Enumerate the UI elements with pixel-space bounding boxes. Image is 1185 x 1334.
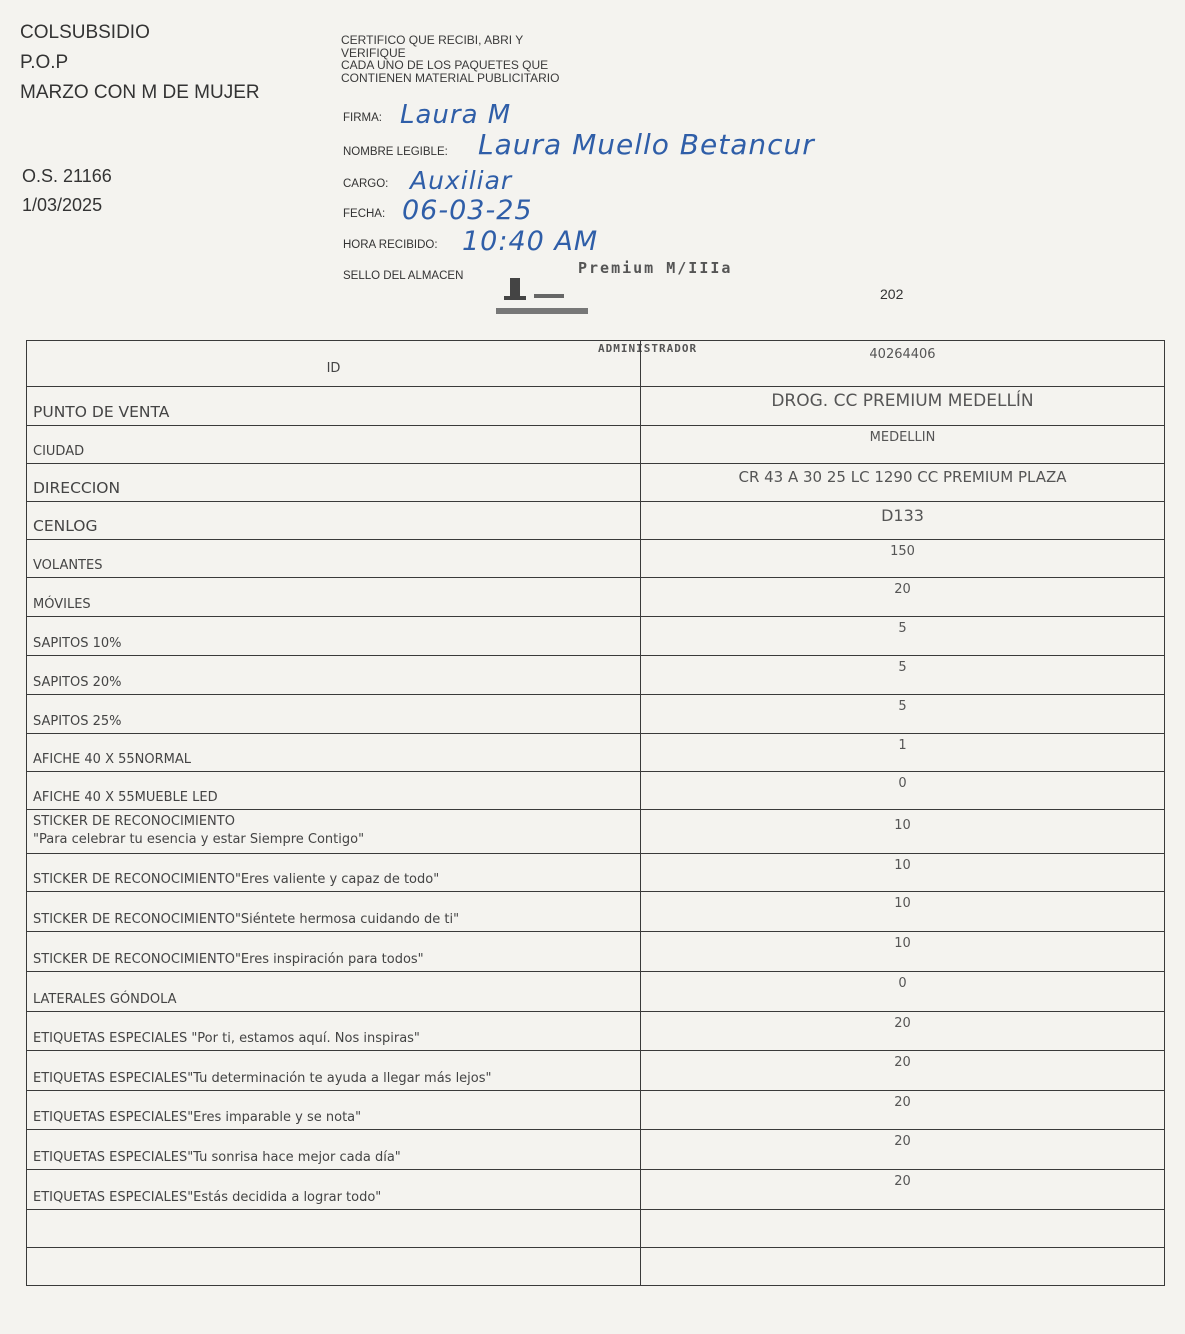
fecha-label: FECHA: bbox=[343, 208, 386, 220]
row-value: 0 bbox=[641, 772, 1165, 810]
table-row bbox=[27, 617, 1165, 656]
row-value: 150 bbox=[641, 540, 1165, 578]
cargo-label: CARGO: bbox=[343, 178, 389, 190]
table-row bbox=[27, 578, 1165, 617]
table-row-empty bbox=[27, 1248, 1165, 1286]
table-row bbox=[27, 656, 1165, 695]
page-number: 202 bbox=[880, 286, 904, 302]
row-value: 5 bbox=[641, 617, 1165, 656]
table-row bbox=[27, 972, 1165, 1012]
cargo-handwritten: Auxiliar bbox=[410, 166, 513, 195]
row-label: ETIQUETAS ESPECIALES"Tu sonrisa hace mejor cada día" bbox=[27, 1130, 641, 1170]
row-label: MÓVILES bbox=[27, 578, 641, 617]
cert-line-3: CADA UNO DE LOS PAQUETES QUE bbox=[341, 58, 549, 72]
stamp-subtitle: ADMINISTRADOR bbox=[598, 342, 698, 355]
header-block bbox=[20, 18, 260, 108]
cert-line-4: CONTIENEN MATERIAL PUBLICITARIO bbox=[341, 70, 560, 85]
table-row bbox=[27, 854, 1165, 892]
table-row bbox=[27, 734, 1165, 772]
table-row bbox=[27, 1012, 1165, 1051]
row-label: VOLANTES bbox=[27, 540, 641, 578]
row-label: SAPITOS 20% bbox=[27, 656, 641, 695]
row-label: SAPITOS 10% bbox=[27, 617, 641, 656]
table-row bbox=[27, 387, 1165, 426]
order-date: 1/03/2025 bbox=[22, 195, 103, 215]
table-row-empty bbox=[27, 1210, 1165, 1248]
row-value: 40264406 bbox=[641, 341, 1165, 387]
row-label: DIRECCION bbox=[27, 464, 641, 502]
row-value: 10 bbox=[641, 810, 1165, 854]
row-label-line2: "Para celebrar tu esencia y estar Siempre Contigo" bbox=[33, 831, 365, 847]
row-label: CIUDAD bbox=[27, 426, 641, 464]
row-value: MEDELLIN bbox=[641, 426, 1165, 464]
row-label: STICKER DE RECONOCIMIENTO"Eres inspiración para todos" bbox=[27, 932, 641, 972]
nombre-label: NOMBRE LEGIBLE: bbox=[343, 146, 448, 158]
row-label: PUNTO DE VENTA bbox=[27, 387, 641, 426]
row-value: 0 bbox=[641, 972, 1165, 1012]
row-value: 5 bbox=[641, 656, 1165, 695]
row-label: LATERALES GÓNDOLA bbox=[27, 972, 641, 1012]
certificate-statement bbox=[341, 34, 641, 84]
row-value: 5 bbox=[641, 695, 1165, 734]
row-label: STICKER DE RECONOCIMIENTO"Siéntete hermosa cuidando de ti" bbox=[27, 892, 641, 932]
row-value: 20 bbox=[641, 1170, 1165, 1210]
row-label: ID bbox=[27, 341, 641, 387]
row-label: ETIQUETAS ESPECIALES"Estás decidida a lograr todo" bbox=[27, 1170, 641, 1210]
campaign-name: MARZO CON M DE MUJER bbox=[20, 82, 260, 103]
table-row bbox=[27, 810, 1165, 854]
company-name: COLSUBSIDIO bbox=[20, 22, 150, 43]
table-row bbox=[27, 892, 1165, 932]
firma-label: FIRMA: bbox=[343, 112, 382, 124]
row-value: D133 bbox=[641, 502, 1165, 540]
row-value: 10 bbox=[641, 892, 1165, 932]
row-label: ETIQUETAS ESPECIALES "Por ti, estamos aquí. Nos inspiras" bbox=[27, 1012, 641, 1051]
row-label: AFICHE 40 X 55MUEBLE LED bbox=[27, 772, 641, 810]
store-stamp-logo bbox=[496, 272, 596, 322]
row-label bbox=[27, 1210, 641, 1248]
hora-handwritten: 10:40 AM bbox=[462, 226, 599, 257]
sello-label: SELLO DEL ALMACEN bbox=[343, 270, 464, 282]
row-value: CR 43 A 30 25 LC 1290 CC PREMIUM PLAZA bbox=[641, 464, 1165, 502]
row-label bbox=[27, 1248, 641, 1286]
row-label: SAPITOS 25% bbox=[27, 695, 641, 734]
table-row bbox=[27, 502, 1165, 540]
table-row bbox=[27, 1051, 1165, 1091]
table-row bbox=[27, 1130, 1165, 1170]
order-number: O.S. 21166 bbox=[22, 166, 112, 186]
fecha-handwritten: 06-03-25 bbox=[402, 195, 533, 226]
nombre-handwritten: Laura Muello Betancur bbox=[478, 128, 815, 161]
table-row bbox=[27, 932, 1165, 972]
row-value: 20 bbox=[641, 1051, 1165, 1091]
cert-line-1: CERTIFICO QUE RECIBI, ABRI Y bbox=[341, 33, 524, 47]
table-row bbox=[27, 341, 1165, 387]
table-row bbox=[27, 464, 1165, 502]
row-label: ETIQUETAS ESPECIALES"Eres imparable y se nota" bbox=[27, 1091, 641, 1130]
row-value: 20 bbox=[641, 1012, 1165, 1051]
table-row bbox=[27, 540, 1165, 578]
row-value: 10 bbox=[641, 854, 1165, 892]
row-label: STICKER DE RECONOCIMIENTO"Eres valiente y capaz de todo" bbox=[27, 854, 641, 892]
table-row bbox=[27, 1170, 1165, 1210]
row-value: 1 bbox=[641, 734, 1165, 772]
row-label: AFICHE 40 X 55NORMAL bbox=[27, 734, 641, 772]
materials-table bbox=[26, 340, 1165, 1286]
row-label bbox=[27, 810, 641, 854]
store-stamp-text: Premium M/IIIa bbox=[578, 259, 733, 277]
row-label-line1: STICKER DE RECONOCIMIENTO bbox=[33, 813, 235, 829]
row-value: 20 bbox=[641, 1091, 1165, 1130]
row-value: 20 bbox=[641, 1130, 1165, 1170]
row-value: 20 bbox=[641, 578, 1165, 617]
hora-label: HORA RECIBIDO: bbox=[343, 239, 438, 251]
table-row bbox=[27, 772, 1165, 810]
table-row bbox=[27, 1091, 1165, 1130]
row-value bbox=[641, 1248, 1165, 1286]
table-row bbox=[27, 695, 1165, 734]
firma-handwritten: Laura M bbox=[400, 100, 512, 130]
cert-line-2: VERIFIQUE bbox=[341, 45, 406, 60]
category-label: P.O.P bbox=[20, 52, 69, 73]
row-label: CENLOG bbox=[27, 502, 641, 540]
order-info bbox=[22, 162, 112, 220]
row-label: ETIQUETAS ESPECIALES"Tu determinación te ayuda a llegar más lejos" bbox=[27, 1051, 641, 1091]
row-value bbox=[641, 1210, 1165, 1248]
table-row bbox=[27, 426, 1165, 464]
row-value: DROG. CC PREMIUM MEDELLÍN bbox=[641, 387, 1165, 426]
row-value: 10 bbox=[641, 932, 1165, 972]
